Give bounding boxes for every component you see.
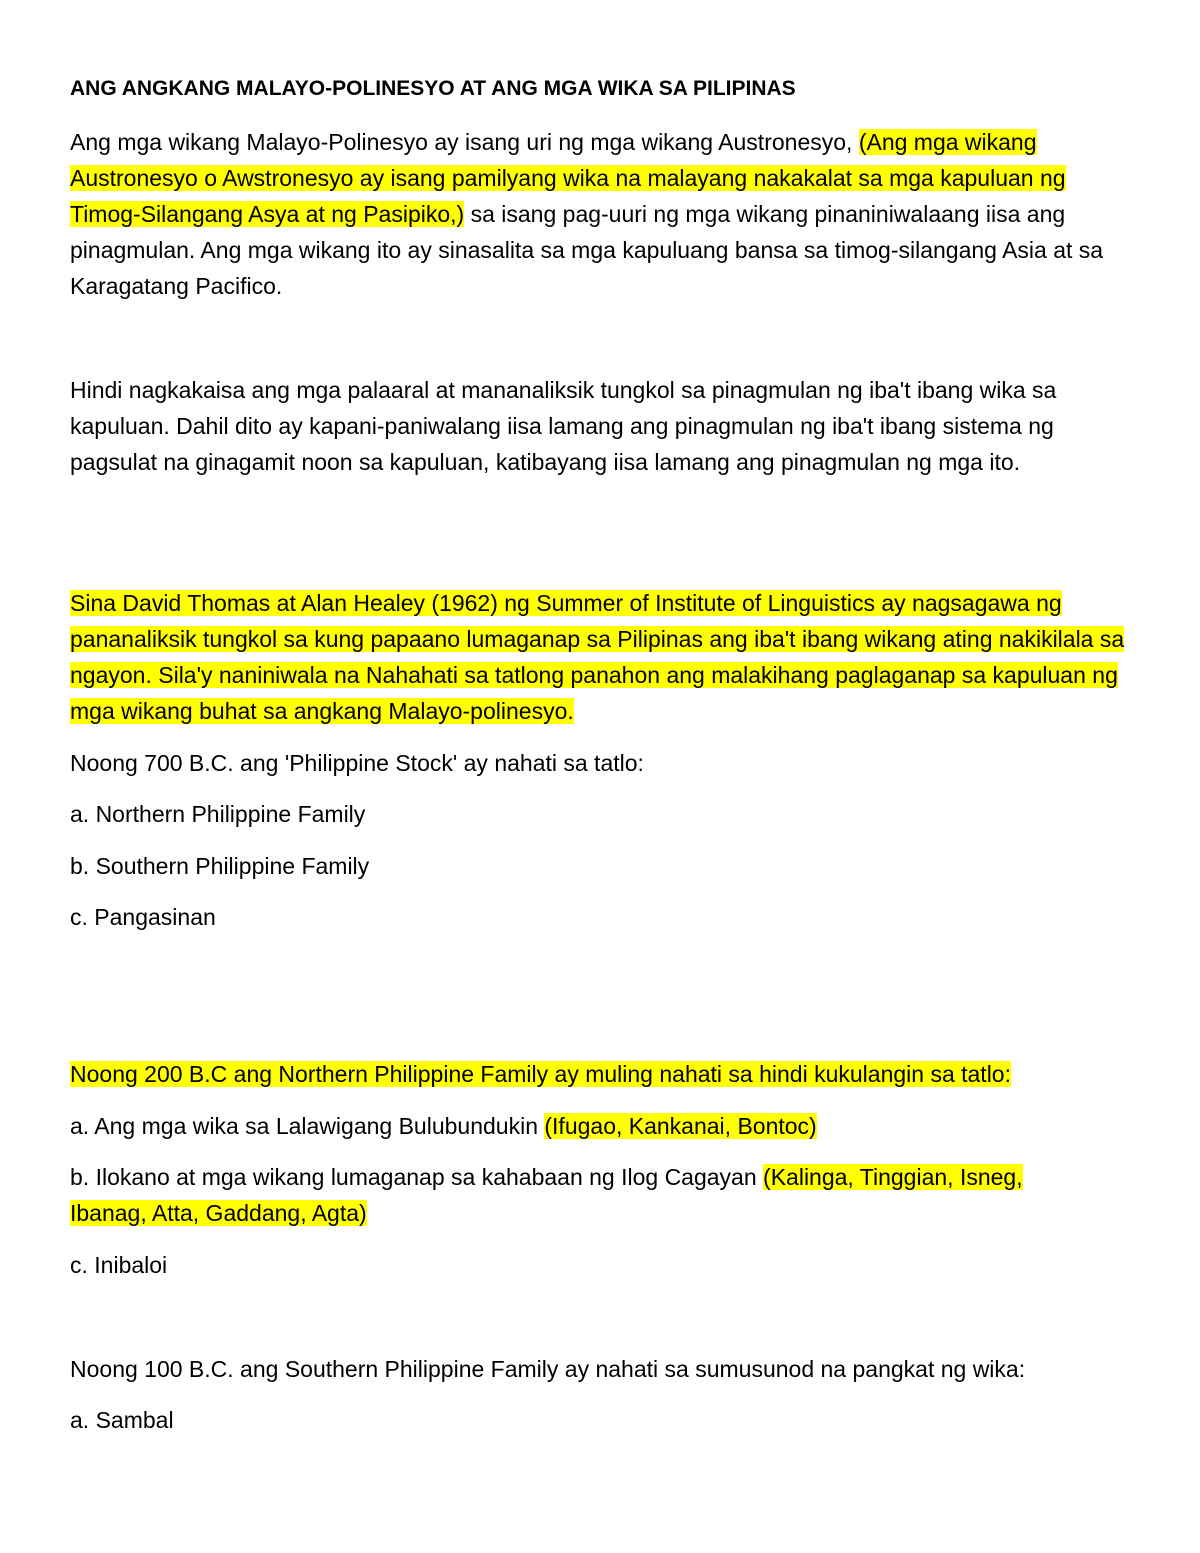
list-item: c. Pangasinan bbox=[70, 904, 216, 930]
paragraph-pinagmulan: Hindi nagkakaisa ang mga palaaral at mananaliksik tungkol sa pinagmulan ng iba't ibang wika sa kapuluan. Dahil dito ay kapani-paniwalang iisa lamang ang pinagmulan ng iba't ibang sistema ng pagsulat na ginagamit noon sa kapuluan, katibayang iisa lamang ang pinagmulan ng mga ito. bbox=[70, 377, 1057, 475]
paragraph-text: sa isang pag-uuri ng mga wikang pinaniniwalaang iisa ang pinagmulan. Ang mga wikang ito ay sinasalita sa mga kapuluang bansa sa timog-silangang Asia at sa Karagatang Pacifico. bbox=[70, 201, 1104, 299]
paragraph-text: Ang mga wikang Malayo-Polinesyo ay isang uri ng mga wikang Austronesyo, bbox=[70, 129, 859, 155]
list-item-text: a. Ang mga wika sa Lalawigang Bulubundukin bbox=[70, 1113, 545, 1139]
highlighted-text: Noong 200 B.C ang Northern Philippine Family ay muling nahati sa hindi kukulangin sa tatlo: bbox=[70, 1061, 1011, 1087]
highlighted-text: Ibanag, Atta, Gaddang, Agta) bbox=[70, 1200, 367, 1226]
list-item: a. Northern Philippine Family bbox=[70, 801, 366, 827]
list-item: b. Southern Philippine Family bbox=[70, 853, 370, 879]
highlighted-text: (Ifugao, Kankanai, Bontoc) bbox=[544, 1113, 817, 1139]
highlighted-text: (Ang mga wikang Austronesyo o Awstronesyo ay isang pamilyang wika na malayang nakakalat sa mga kapuluan ng Timog-Silangang Asya at ng Pasipiko,) bbox=[70, 129, 1066, 227]
paragraph-malayo-polinesyo bbox=[70, 124, 1140, 304]
list-item bbox=[70, 1108, 817, 1144]
list-item: a. Sambal bbox=[70, 1407, 174, 1433]
list-item bbox=[70, 1159, 1023, 1195]
paragraph-thomas-healey bbox=[70, 585, 1140, 729]
section-100bc-intro: Noong 100 B.C. ang Southern Philippine Family ay nahati sa sumusunod na pangkat ng wika: bbox=[70, 1356, 1026, 1382]
highlighted-text: Sina David Thomas at Alan Healey (1962) ng Summer of Institute of Linguistics ay nagsagawa ng pananaliksik tungkol sa kung papaano lumaganap sa Pilipinas ang iba't ibang wikang ating nakikilala sa ngayon. Sila'y naniniwala na Nahahati sa tatlong panahon ang malakihang paglaganap sa kapuluan ng mga wikang buhat sa angkang Malayo-polinesyo. bbox=[70, 590, 1125, 724]
list-item: c. Inibaloi bbox=[70, 1252, 168, 1278]
document-title: ANG ANGKANG MALAYO-POLINESYO AT ANG MGA WIKA SA PILIPINAS bbox=[70, 77, 796, 100]
highlighted-text: (Kalinga, Tinggian, Isneg, bbox=[763, 1164, 1023, 1190]
list-item-text: b. Ilokano at mga wikang lumaganap sa kahabaan ng Ilog Cagayan bbox=[70, 1164, 764, 1190]
section-700bc-intro: Noong 700 B.C. ang 'Philippine Stock' ay nahati sa tatlo: bbox=[70, 750, 644, 776]
list-item-continuation bbox=[70, 1195, 367, 1231]
section-200bc-intro bbox=[70, 1056, 1011, 1092]
